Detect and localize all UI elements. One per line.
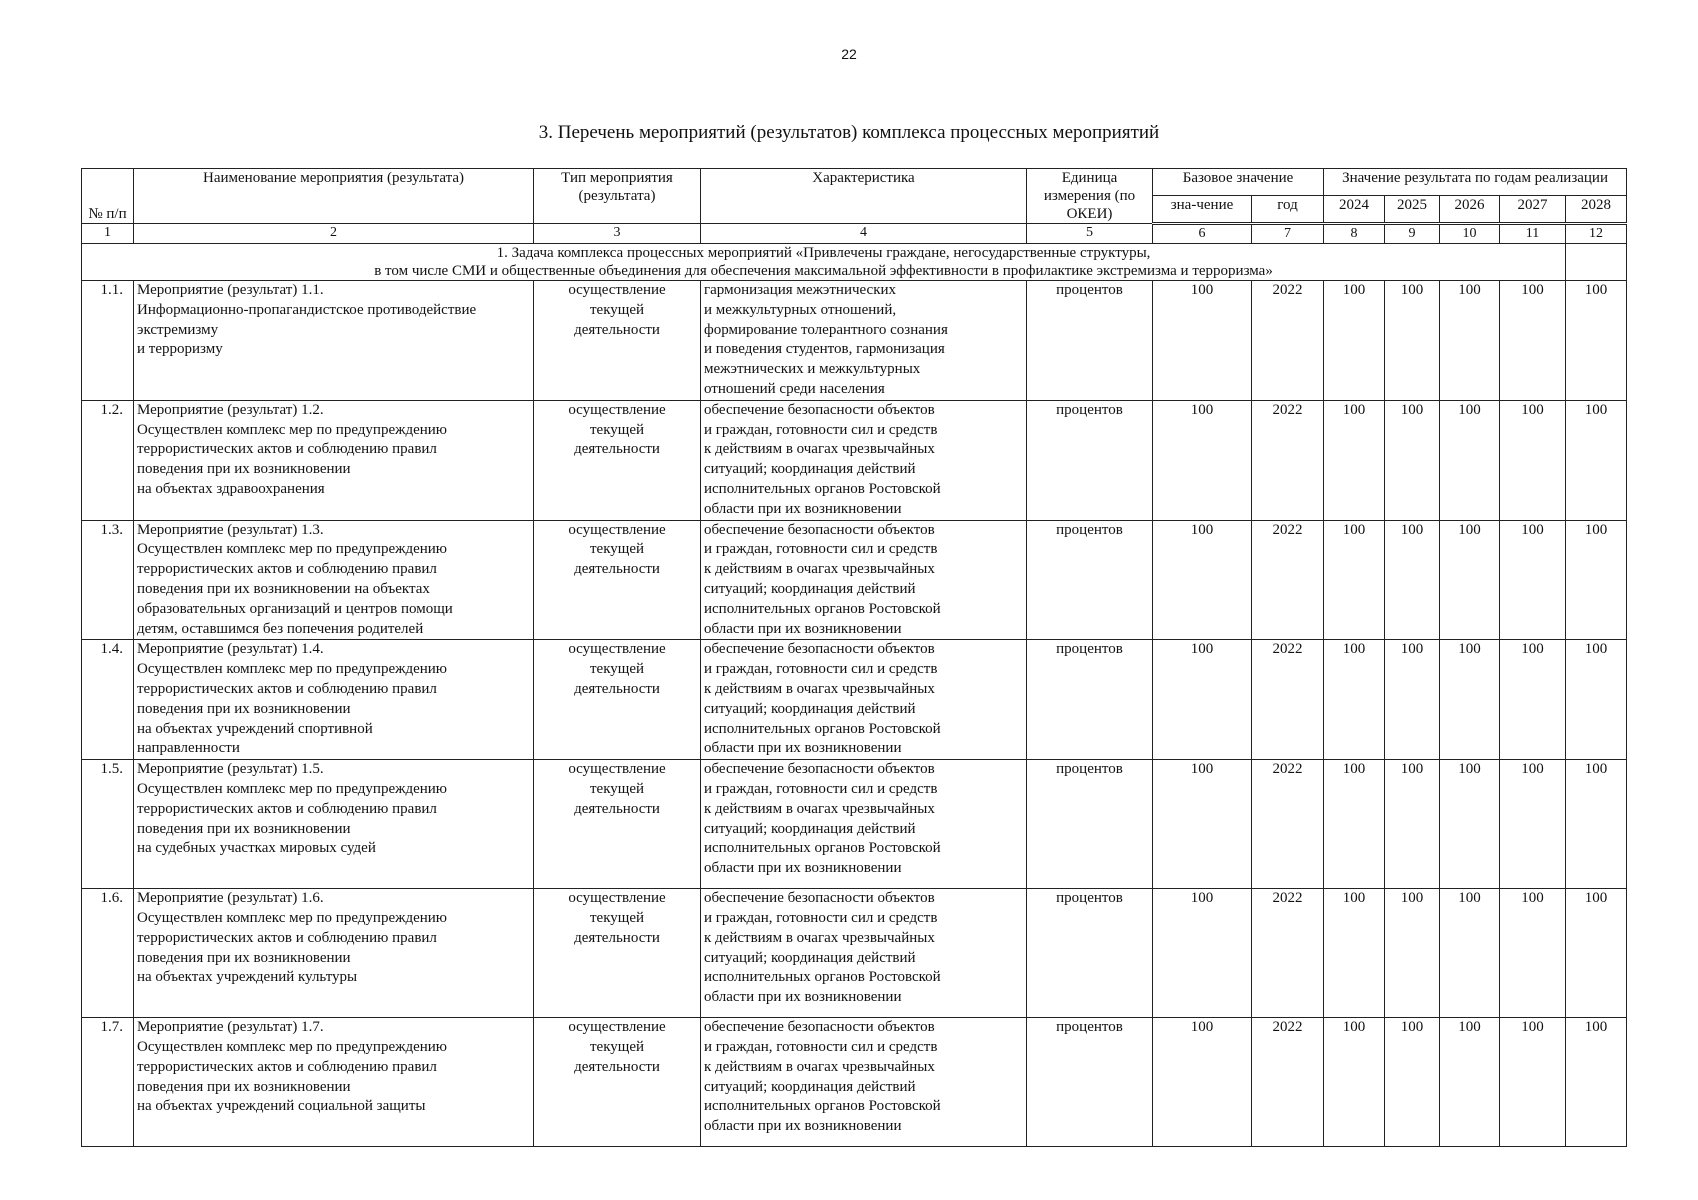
header-base-value: зна-чение — [1153, 195, 1252, 223]
measure-name-line: Мероприятие (результат) 1.6. — [137, 890, 324, 907]
row-number: 1.3. — [82, 520, 134, 640]
base-year: 2022 — [1252, 760, 1324, 889]
measure-characteristic-line: межэтнических и межкультурных — [704, 361, 921, 378]
measure-characteristic-line: и граждан, готовности сил и средств — [704, 1038, 938, 1055]
measure-name — [134, 400, 534, 520]
measure-name-line: на объектах учреждений спортивной — [137, 720, 373, 737]
measure-name-line: на объектах учреждений социальной защиты — [137, 1098, 426, 1115]
measure-characteristic-line: и граждан, готовности сил и средств — [704, 421, 938, 438]
measure-characteristic-line: обеспечение безопасности объектов — [704, 890, 935, 907]
row-number: 1.5. — [82, 760, 134, 889]
result-value-2027: 100 — [1500, 640, 1566, 760]
measure-name-line: Осуществлен комплекс мер по предупреждению — [137, 780, 448, 797]
measure-name-line: террористических актов и соблюдению правил — [137, 1058, 437, 1075]
task-text — [82, 244, 1566, 281]
base-value: 100 — [1153, 889, 1252, 1018]
measure-name-line: террористических актов и соблюдению правил — [137, 800, 437, 817]
table-row — [82, 520, 1627, 640]
measure-type-line: деятельности — [574, 321, 660, 338]
result-value-2024: 100 — [1324, 281, 1385, 401]
header-name: Наименование мероприятия (результата) — [134, 169, 534, 224]
measure-characteristic-line: и граждан, готовности сил и средств — [704, 661, 938, 678]
column-number: 8 — [1324, 224, 1385, 244]
measure-characteristic — [701, 760, 1027, 889]
column-number: 11 — [1500, 224, 1566, 244]
measure-unit: процентов — [1027, 640, 1153, 760]
measure-name-line: Мероприятие (результат) 1.1. — [137, 282, 324, 298]
measure-name-line: на объектах учреждений культуры — [137, 969, 358, 986]
task-empty-cell — [1566, 244, 1627, 281]
measure-characteristic-line: и межкультурных отношений, — [704, 301, 897, 318]
row-number: 1.4. — [82, 640, 134, 760]
table-row — [82, 760, 1627, 889]
measure-type-line: осуществление — [568, 401, 666, 418]
header-characteristic: Характеристика — [701, 169, 1027, 224]
measure-name-line: поведения при их возникновении — [137, 700, 351, 717]
base-value: 100 — [1153, 1018, 1252, 1147]
measure-characteristic-line: к действиям в очагах чрезвычайных — [704, 561, 935, 578]
header-year-2024: 2024 — [1324, 195, 1385, 223]
measure-name-line: Мероприятие (результат) 1.2. — [137, 401, 324, 418]
column-number: 6 — [1153, 224, 1252, 244]
result-value-2026: 100 — [1440, 760, 1500, 889]
measure-name-line: террористических актов и соблюдению правил — [137, 561, 437, 578]
page-number: 22 — [841, 46, 857, 62]
result-value-2027: 100 — [1500, 1018, 1566, 1147]
measure-unit: процентов — [1027, 520, 1153, 640]
result-value-2024: 100 — [1324, 520, 1385, 640]
measure-characteristic-line: к действиям в очагах чрезвычайных — [704, 800, 935, 817]
measure-type-line: осуществление — [568, 1019, 666, 1036]
measure-characteristic-line: обеспечение безопасности объектов — [704, 521, 935, 538]
measure-type — [534, 281, 701, 401]
base-year: 2022 — [1252, 640, 1324, 760]
row-number: 1.2. — [82, 400, 134, 520]
measure-name-line: детям, оставшимся без попечения родителей — [137, 620, 424, 637]
measure-unit: процентов — [1027, 1018, 1153, 1147]
measure-characteristic — [701, 400, 1027, 520]
result-value-2024: 100 — [1324, 760, 1385, 889]
measure-characteristic-line: отношений среди населения — [704, 380, 885, 397]
measure-name-line: и терроризму — [137, 341, 223, 358]
row-number: 1.1. — [82, 281, 134, 401]
base-year: 2022 — [1252, 889, 1324, 1018]
measure-type-line: осуществление — [568, 761, 666, 778]
base-value: 100 — [1153, 400, 1252, 520]
measure-characteristic — [701, 1018, 1027, 1147]
measure-name-line: на судебных участках мировых судей — [137, 840, 376, 857]
base-year: 2022 — [1252, 400, 1324, 520]
measure-type-line: текущей — [589, 780, 645, 797]
header-base: Базовое значение — [1153, 169, 1324, 196]
measure-characteristic-line: ситуаций; координация действий — [704, 949, 916, 966]
header-num: № п/п — [82, 169, 134, 224]
header-type: Тип мероприятия (результата) — [534, 169, 701, 224]
measure-name-line: Мероприятие (результат) 1.7. — [137, 1019, 324, 1036]
header-base-year: год — [1252, 195, 1324, 223]
measure-characteristic-line: исполнительных органов Ростовской — [704, 969, 941, 986]
row-number: 1.6. — [82, 889, 134, 1018]
measure-characteristic-line: ситуаций; координация действий — [704, 820, 916, 837]
measure-type-line: деятельности — [574, 800, 660, 817]
measure-characteristic-line: исполнительных органов Ростовской — [704, 480, 941, 497]
measure-characteristic-line: области при их возникновении — [704, 1118, 902, 1135]
result-value-2025: 100 — [1385, 1018, 1440, 1147]
measure-type-line: текущей — [589, 301, 645, 318]
measure-name — [134, 1018, 534, 1147]
measure-characteristic-line: к действиям в очагах чрезвычайных — [704, 929, 935, 946]
measure-name-line: образовательных организаций и центров помощи — [137, 600, 453, 617]
header-year-2025: 2025 — [1385, 195, 1440, 223]
header-year-2027: 2027 — [1500, 195, 1566, 223]
base-value: 100 — [1153, 520, 1252, 640]
result-value-2027: 100 — [1500, 889, 1566, 1018]
measure-name — [134, 640, 534, 760]
column-number: 4 — [701, 224, 1027, 244]
measure-unit: процентов — [1027, 760, 1153, 889]
result-value-2027: 100 — [1500, 281, 1566, 401]
column-number: 5 — [1027, 224, 1153, 244]
result-value-2028: 100 — [1566, 520, 1627, 640]
base-value: 100 — [1153, 640, 1252, 760]
result-value-2024: 100 — [1324, 889, 1385, 1018]
measure-name-line: террористических актов и соблюдению правил — [137, 680, 437, 697]
measure-name-line: поведения при их возникновении — [137, 949, 351, 966]
result-value-2028: 100 — [1566, 1018, 1627, 1147]
table-row — [82, 640, 1627, 760]
measure-characteristic-line: области при их возникновении — [704, 860, 902, 877]
measure-type — [534, 640, 701, 760]
measure-type-line: деятельности — [574, 441, 660, 458]
measure-unit: процентов — [1027, 400, 1153, 520]
measure-type — [534, 400, 701, 520]
result-value-2026: 100 — [1440, 281, 1500, 401]
header-result-values: Значение результата по годам реализации — [1324, 169, 1627, 195]
measure-name-line: экстремизму — [137, 321, 219, 338]
measure-characteristic-line: к действиям в очагах чрезвычайных — [704, 1058, 935, 1075]
measure-name-line: поведения при их возникновении — [137, 820, 351, 837]
result-value-2028: 100 — [1566, 760, 1627, 889]
result-value-2025: 100 — [1385, 760, 1440, 889]
measure-characteristic-line: исполнительных органов Ростовской — [704, 720, 941, 737]
measure-unit: процентов — [1027, 281, 1153, 401]
measure-characteristic-line: формирование толерантного сознания — [704, 321, 948, 338]
measure-name-line: поведения при их возникновении — [137, 461, 351, 478]
result-value-2024: 100 — [1324, 1018, 1385, 1147]
result-value-2028: 100 — [1566, 281, 1627, 401]
column-number: 12 — [1566, 224, 1627, 244]
measure-name-line: на объектах здравоохранения — [137, 480, 325, 497]
measure-characteristic-line: области при их возникновении — [704, 740, 902, 757]
task-line-2: в том числе СМИ и общественные объединения для обеспечения максимальной эффективности в профилактике экстремизма и терроризма» — [374, 263, 1273, 279]
table-row — [82, 1018, 1627, 1147]
measure-characteristic-line: к действиям в очагах чрезвычайных — [704, 680, 935, 697]
base-value: 100 — [1153, 760, 1252, 889]
base-value: 100 — [1153, 281, 1252, 401]
measure-type-line: деятельности — [574, 1058, 660, 1075]
measure-characteristic — [701, 281, 1027, 401]
header-year-2028: 2028 — [1566, 195, 1627, 223]
measure-name-line: Осуществлен комплекс мер по предупреждению — [137, 421, 448, 438]
measure-name-line: поведения при их возникновении — [137, 1078, 351, 1095]
measures-table — [81, 168, 1627, 1147]
result-value-2026: 100 — [1440, 1018, 1500, 1147]
measure-characteristic-line: исполнительных органов Ростовской — [704, 1098, 941, 1115]
measure-characteristic-line: исполнительных органов Ростовской — [704, 600, 941, 617]
measure-characteristic-line: обеспечение безопасности объектов — [704, 641, 935, 658]
measure-type-line: текущей — [589, 421, 645, 438]
result-value-2025: 100 — [1385, 640, 1440, 760]
column-number: 2 — [134, 224, 534, 244]
measure-characteristic-line: гармонизация межэтнических — [704, 282, 897, 298]
measure-type — [534, 760, 701, 889]
measure-characteristic-line: и граждан, готовности сил и средств — [704, 909, 938, 926]
measure-name — [134, 281, 534, 401]
measure-name-line: террористических актов и соблюдению правил — [137, 441, 437, 458]
measure-name-line: Мероприятие (результат) 1.5. — [137, 761, 324, 778]
result-value-2025: 100 — [1385, 400, 1440, 520]
column-numbers-row — [82, 224, 1627, 244]
result-value-2028: 100 — [1566, 889, 1627, 1018]
header-year-2026: 2026 — [1440, 195, 1500, 223]
measure-name — [134, 760, 534, 889]
result-value-2026: 100 — [1440, 520, 1500, 640]
measure-characteristic-line: области при их возникновении — [704, 620, 902, 637]
column-number: 10 — [1440, 224, 1500, 244]
result-value-2024: 100 — [1324, 400, 1385, 520]
measure-name-line: направленности — [137, 740, 240, 757]
result-value-2028: 100 — [1566, 640, 1627, 760]
measure-name — [134, 889, 534, 1018]
measure-type — [534, 889, 701, 1018]
result-value-2025: 100 — [1385, 281, 1440, 401]
measure-characteristic-line: ситуаций; координация действий — [704, 1078, 916, 1095]
measure-type-line: текущей — [589, 661, 645, 678]
measure-name-line: Осуществлен комплекс мер по предупреждению — [137, 1038, 448, 1055]
measure-type — [534, 520, 701, 640]
measure-characteristic-line: обеспечение безопасности объектов — [704, 761, 935, 778]
measure-unit: процентов — [1027, 889, 1153, 1018]
measure-type-line: осуществление — [568, 641, 666, 658]
task-row — [82, 244, 1627, 281]
measure-characteristic-line: и граждан, готовности сил и средств — [704, 541, 938, 558]
base-year: 2022 — [1252, 1018, 1324, 1147]
result-value-2025: 100 — [1385, 889, 1440, 1018]
measure-type-line: деятельности — [574, 929, 660, 946]
measure-type-line: текущей — [589, 909, 645, 926]
base-year: 2022 — [1252, 520, 1324, 640]
measure-characteristic-line: обеспечение безопасности объектов — [704, 1019, 935, 1036]
measure-characteristic-line: ситуаций; координация действий — [704, 700, 916, 717]
measure-characteristic-line: ситуаций; координация действий — [704, 461, 916, 478]
task-line-1: 1. Задача комплекса процессных мероприятий «Привлечены граждане, негосударственные структуры, — [496, 245, 1151, 261]
result-value-2026: 100 — [1440, 400, 1500, 520]
measure-name-line: Мероприятие (результат) 1.4. — [137, 641, 324, 658]
measure-type-line: деятельности — [574, 561, 660, 578]
table-row — [82, 400, 1627, 520]
page-title: 3. Перечень мероприятий (результатов) комплекса процессных мероприятий — [538, 122, 1160, 143]
measure-name-line: поведения при их возникновении на объектах — [137, 580, 430, 597]
column-number: 7 — [1252, 224, 1324, 244]
measure-characteristic-line: и поведения студентов, гармонизация — [704, 341, 945, 358]
measure-type — [534, 1018, 701, 1147]
result-value-2027: 100 — [1500, 760, 1566, 889]
measure-characteristic — [701, 640, 1027, 760]
column-number: 1 — [82, 224, 134, 244]
result-value-2026: 100 — [1440, 889, 1500, 1018]
result-value-2025: 100 — [1385, 520, 1440, 640]
measure-characteristic — [701, 889, 1027, 1018]
measure-characteristic — [701, 520, 1027, 640]
base-year: 2022 — [1252, 281, 1324, 401]
measure-name-line: Осуществлен комплекс мер по предупреждению — [137, 541, 448, 558]
measure-type-line: осуществление — [568, 890, 666, 907]
measure-characteristic-line: области при их возникновении — [704, 989, 902, 1006]
table-row — [82, 889, 1627, 1018]
result-value-2026: 100 — [1440, 640, 1500, 760]
result-value-2028: 100 — [1566, 400, 1627, 520]
measure-type-line: осуществление — [568, 521, 666, 538]
measure-characteristic-line: ситуаций; координация действий — [704, 580, 916, 597]
table-row — [82, 281, 1627, 401]
result-value-2027: 100 — [1500, 400, 1566, 520]
column-number: 9 — [1385, 224, 1440, 244]
measure-type-line: текущей — [589, 541, 645, 558]
measure-characteristic-line: области при их возникновении — [704, 500, 902, 517]
measure-type-line: осуществление — [568, 282, 666, 298]
measure-name-line: Осуществлен комплекс мер по предупреждению — [137, 909, 448, 926]
measure-name-line: Осуществлен комплекс мер по предупреждению — [137, 661, 448, 678]
result-value-2027: 100 — [1500, 520, 1566, 640]
measure-characteristic-line: исполнительных органов Ростовской — [704, 840, 941, 857]
measure-characteristic-line: обеспечение безопасности объектов — [704, 401, 935, 418]
measure-characteristic-line: к действиям в очагах чрезвычайных — [704, 441, 935, 458]
measure-name-line: Мероприятие (результат) 1.3. — [137, 521, 324, 538]
measure-type-line: текущей — [589, 1038, 645, 1055]
row-number: 1.7. — [82, 1018, 134, 1147]
header-unit: Единица измерения (по ОКЕИ) — [1027, 169, 1153, 224]
measure-characteristic-line: и граждан, готовности сил и средств — [704, 780, 938, 797]
measure-name-line: террористических актов и соблюдению правил — [137, 929, 437, 946]
column-number: 3 — [534, 224, 701, 244]
result-value-2024: 100 — [1324, 640, 1385, 760]
measure-name-line: Информационно-пропагандистское противодействие — [137, 301, 477, 318]
measure-name — [134, 520, 534, 640]
measure-type-line: деятельности — [574, 680, 660, 697]
